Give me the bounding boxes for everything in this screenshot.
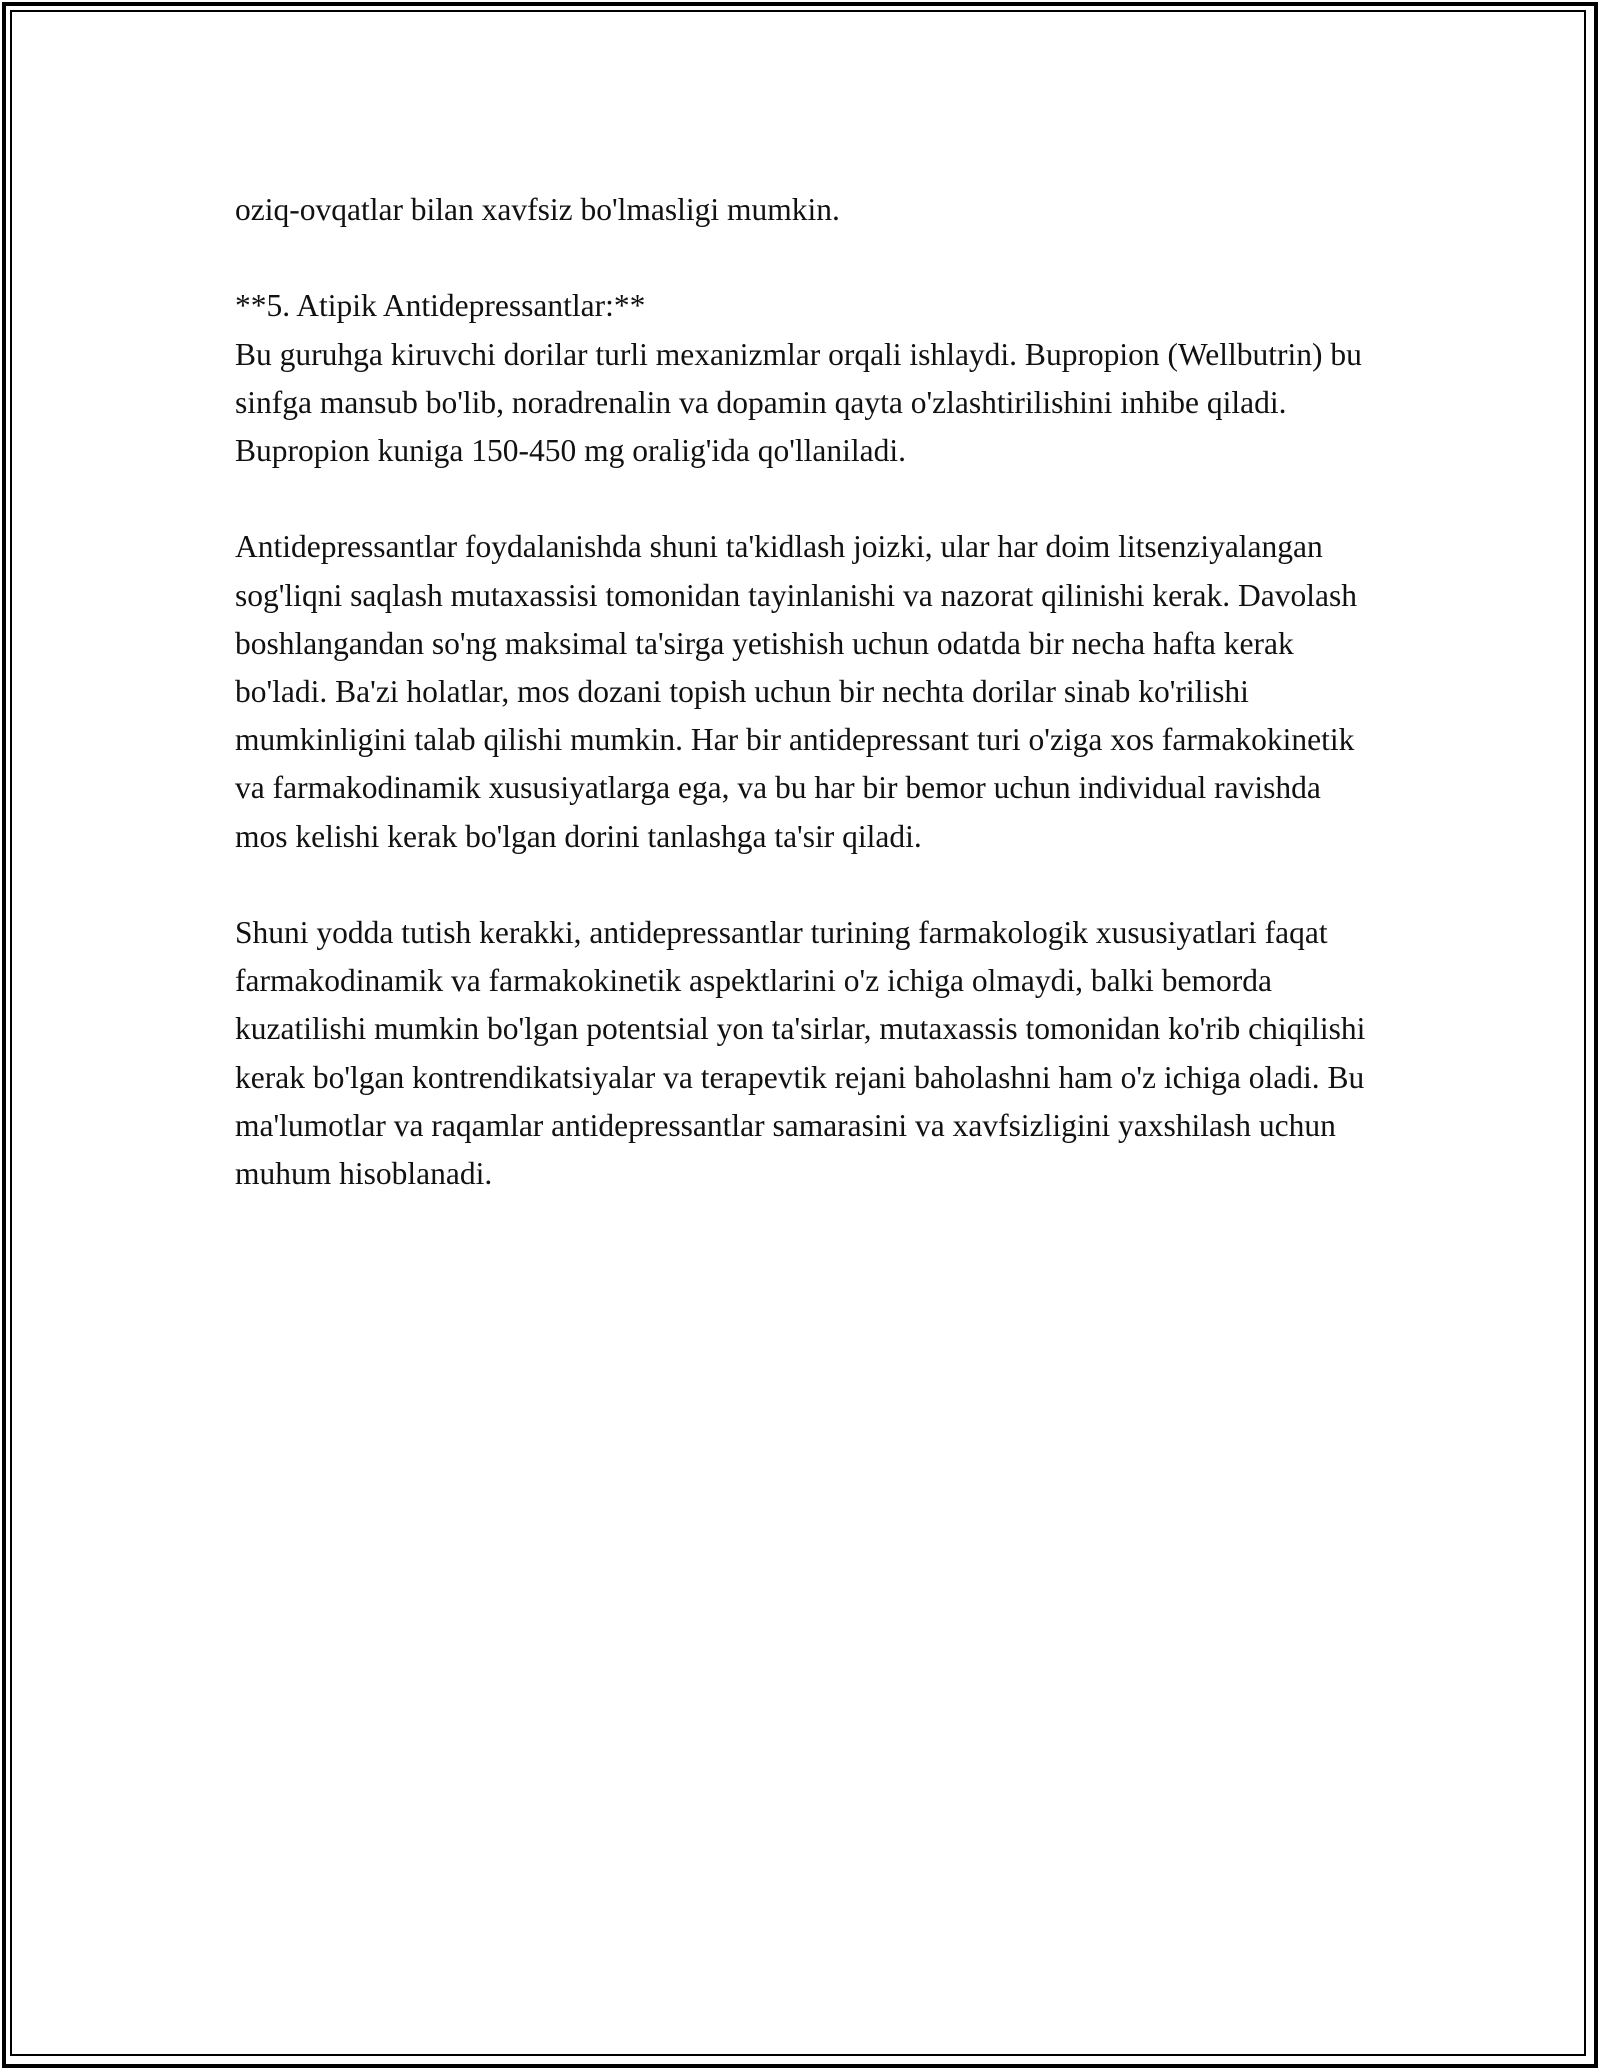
document-body xyxy=(235,186,1375,1246)
paragraph-usage-notes: Antidepressantlar foydalanishda shuni ta'kidlash joizki, ular har doim litsenziyalangan sog'liqni saqlash mutaxassisi tomonidan tayinlanishi va nazorat qilinishi kerak. Davolash boshlangandan so'ng maksimal ta'sirga yetishish uchun odatda bir necha hafta kerak bo'ladi. Ba'zi holatlar, mos dozani topish uchun bir nechta dorilar sinab ko'rilishi mumkinligini talab qilishi mumkin. Har bir antidepressant turi o'ziga xos farmakokinetik va farmakodinamik xususiyatlarga ega, va bu har bir bemor uchun individual ravishda mos kelishi kerak bo'lgan dorini tanlashga ta'sir qiladi. xyxy=(235,529,1357,854)
section-heading-atypical-antidepressants: **5. Atipik Antidepressantlar:** xyxy=(235,288,646,324)
paragraph-pharmacology-summary: Shuni yodda tutish kerakki, antidepressantlar turining farmakologik xususiyatlari faqat farmakodinamik va farmakokinetik aspektlarini o'z ichiga olmaydi, balki bemorda kuzatilishi mumkin bo'lgan potentsial yon ta'sirlar, mutaxassis tomonidan ko'rib chiqilishi kerak bo'lgan kontrendikatsiyalar va terapevtik rejani baholashni ham o'z ichiga oladi. Bu ma'lumotlar va raqamlar antidepressantlar samarasini va xavfsizligini yaxshilash uchun muhum hisoblanadi. xyxy=(235,915,1366,1192)
paragraph-bupropion: Bu guruhga kiruvchi dorilar turli mexanizmlar orqali ishlaydi. Bupropion (Wellbutrin) bu sinfga mansub bo'lib, noradrenalin va dopamin qayta o'zlashtirilishini inhibe qiladi. Bupropion kuniga 150-450 mg oralig'ida qo'llaniladi. xyxy=(235,336,1362,468)
paragraph-continuation: oziq-ovqatlar bilan xavfsiz bo'lmasligi mumkin. xyxy=(235,192,840,227)
